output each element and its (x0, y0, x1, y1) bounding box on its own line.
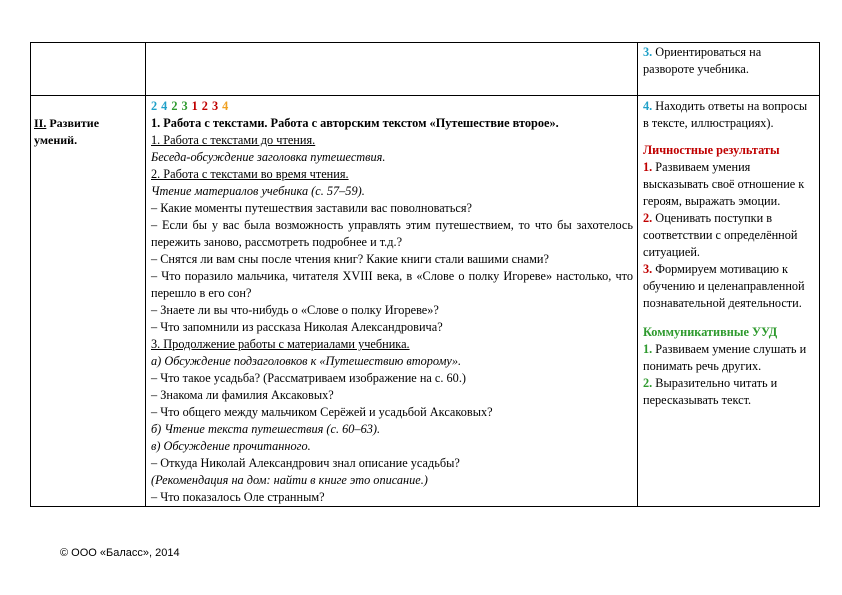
question-line: – Знакома ли фамилия Аксаковых? (151, 388, 334, 402)
subsection-heading: 1. Работа с текстами до чтения. (151, 133, 316, 147)
table-border-bottom (30, 506, 820, 507)
activity-line: Беседа-обсуждение заголовка путешествия. (151, 150, 386, 164)
stage-title (34, 115, 142, 149)
copyright-footer: © ООО «Баласс», 2014 (60, 547, 180, 559)
lesson-content-cell (151, 98, 633, 506)
activity-line: в) Обсуждение прочитанного. (151, 439, 311, 453)
question-line: – Что поразило мальчика, читателя XVIII века, в «Слове о полку Игореве» настолько, что перешло в его сон? (151, 269, 633, 300)
row1-right-cell (643, 44, 813, 78)
color-number: 2 (171, 99, 178, 113)
color-number: 4 (222, 99, 229, 113)
activity-line: б) Чтение текста путешествия (с. 60–63). (151, 422, 381, 436)
color-number: 4 (161, 99, 168, 113)
table-border-right (819, 42, 820, 507)
activity-line: а) Обсуждение подзаголовков к «Путешествию второму». (151, 354, 462, 368)
question-line: – Знаете ли вы что-нибудь о «Слове о полку Игореве»? (151, 303, 439, 317)
item-text: Находить ответы на вопросы в тексте, иллюстрациях). (643, 99, 808, 130)
item-number: 1. (643, 160, 653, 174)
color-number: 2 (151, 99, 158, 113)
item-text: Развиваем умение слушать и понимать речь других. (643, 342, 807, 373)
table-border-left (30, 42, 31, 507)
stage-title-line2: умений. (34, 133, 78, 147)
table-border-top (30, 42, 820, 43)
lesson-table (30, 42, 820, 507)
row-divider (30, 95, 820, 96)
question-line: – Если бы у вас была возможность управлять этим путешествием, то что бы захотелось пережить заново, рассмотреть подробнее и т.д.? (151, 218, 633, 249)
item-number: 3. (643, 262, 653, 276)
item-text: Выразительно читать и пересказывать текст. (643, 376, 778, 407)
color-number: 3 (211, 99, 219, 113)
item-text: Ориентироваться на развороте учебника. (643, 45, 762, 76)
question-line: – Откуда Николай Александрович знал описание усадьбы? (151, 456, 460, 470)
item-number: 2. (643, 211, 653, 225)
question-line: – Что такое усадьба? (Рассматриваем изображение на с. 60.) (151, 371, 466, 385)
item-number: 2. (643, 376, 653, 390)
color-number: 3 (181, 99, 188, 113)
subsection-heading: 3. Продолжение работы с материалами учебника. (151, 337, 410, 351)
communicative-heading: Коммуникативные УУД (643, 325, 778, 339)
color-numbers (151, 98, 633, 115)
question-line: – Что запомнили из рассказа Николая Александровича? (151, 320, 443, 334)
item-number: 1. (643, 342, 653, 356)
item-number: 3. (643, 45, 653, 59)
results-cell (643, 98, 815, 409)
color-number: 1 (191, 99, 198, 113)
item-text: Оценивать поступки в соответствии с определённой ситуацией. (643, 211, 798, 259)
subsection-heading: 2. Работа с текстами во время чтения. (151, 167, 349, 181)
question-line: – Что показалось Оле странным? (151, 490, 325, 504)
question-line: – Что общего между мальчиком Серёжей и усадьбой Аксаковых? (151, 405, 493, 419)
item-text: Развиваем умения высказывать своё отношение к героям, выражать эмоции. (643, 160, 805, 208)
item-number: 4. (643, 99, 653, 113)
stage-title-line1: Развитие (46, 116, 100, 130)
section-heading: 1. Работа с текстами. Работа с авторским текстом «Путешествие второе». (151, 116, 559, 130)
activity-line: Чтение материалов учебника (с. 57–59). (151, 184, 365, 198)
stage-number: II. (34, 116, 47, 130)
column-divider-2 (637, 42, 638, 507)
item-text: Формируем мотивацию к обучению и целенаправленной познавательной деятельности. (643, 262, 805, 310)
question-line: – Снятся ли вам сны после чтения книг? Какие книги стали вашими снами? (151, 252, 549, 266)
color-number: 2 (201, 99, 208, 113)
question-line: – Какие моменты путешествия заставили вас поволноваться? (151, 201, 472, 215)
column-divider-1 (145, 42, 146, 507)
personal-results-heading: Личностные результаты (643, 143, 780, 157)
activity-line: (Рекомендация на дом: найти в книге это описание.) (151, 473, 428, 487)
